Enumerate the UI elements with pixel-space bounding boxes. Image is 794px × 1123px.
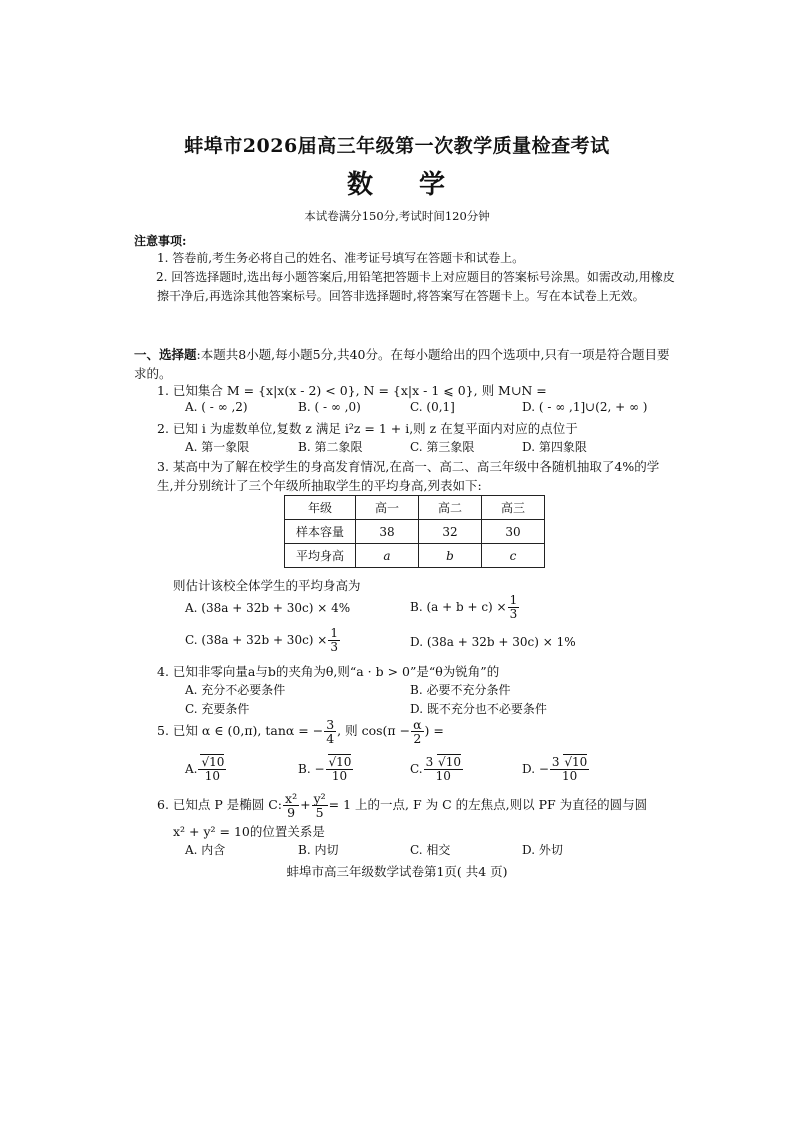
q4-option-c: C. 充要条件: [185, 702, 250, 716]
note-item-2-text: 2. 回答选择题时,选出每小题答案后,用铅笔把答题卡上对应题目的答案标号涂黑。如需改动,用橡皮擦干净后,再选涂其他答案标号。回答非选择题时,将答案写在答题卡上。写在本试卷上无效。: [156, 270, 675, 303]
q5-option-b-label: B. −: [298, 762, 325, 776]
q4-option-a: A. 充分不必要条件: [185, 683, 286, 697]
q6-option-d: D. 外切: [522, 843, 563, 857]
q5-option-c: [410, 756, 464, 783]
fraction: [198, 756, 226, 783]
q5-option-d: [522, 756, 590, 783]
fraction-denominator: 10: [435, 769, 451, 783]
q2-option-a: A. 第一象限: [185, 440, 250, 454]
table-cell: 38: [356, 520, 419, 544]
q6-option-b: B. 内切: [298, 843, 339, 857]
table-row: [285, 520, 545, 544]
section-1-heading: 一、选择题: [134, 347, 197, 362]
table-cell: 平均身高: [285, 544, 356, 568]
fraction-denominator: 2: [413, 731, 422, 746]
fraction-numerator: y²: [313, 791, 326, 806]
note-item-2: [157, 268, 677, 306]
q1-option-b: B. ( - ∞ ,0): [298, 400, 361, 414]
fraction-numerator: [198, 756, 226, 770]
q5-stem-b: , 则 cos(π −: [337, 723, 411, 738]
fraction-numerator: [424, 756, 463, 770]
fraction: [550, 756, 589, 783]
fraction-denominator: 10: [331, 769, 348, 783]
q4-option-d: D. 既不充分也不必要条件: [410, 702, 547, 716]
q5-option-c-label: C.: [410, 762, 423, 776]
q5-stem-a: 5. 已知 α ∈ (0,π), tanα = −: [157, 723, 324, 738]
sqrt-10: √10: [438, 755, 461, 769]
q3-option-a: A. (38a + 32b + 30c) × 4%: [185, 601, 351, 615]
exam-info: 本试卷满分150分,考试时间120分钟: [304, 209, 490, 223]
question-5-stem: [157, 718, 444, 745]
coefficient-3: 3: [425, 755, 434, 769]
note-item-1: 1. 答卷前,考生务必将自己的姓名、准考证号填写在答题卡和试卷上。: [157, 251, 525, 265]
question-3-prompt: 则估计该校全体学生的平均身高为: [173, 578, 361, 593]
fraction-numerator: 1: [330, 626, 338, 640]
q5-stem-c: ) =: [424, 723, 444, 738]
q1-option-d: D. ( - ∞ ,1]∪(2, + ∞ ): [522, 400, 648, 414]
q5-option-d-label: D. −: [522, 762, 549, 776]
fraction-numerator: x²: [285, 791, 298, 806]
table-cell: a: [356, 544, 419, 568]
fraction-denominator: 5: [315, 805, 324, 820]
fraction-numerator: [326, 756, 354, 770]
q4-option-b: B. 必要不充分条件: [410, 683, 511, 697]
table-row: [285, 544, 545, 568]
q6-option-c: C. 相交: [410, 843, 451, 857]
subject-char-1: 数: [346, 170, 375, 200]
table-header-row: [285, 496, 545, 520]
table-cell: 样本容量: [285, 520, 356, 544]
table-header-cell: 高一: [356, 496, 419, 520]
subject-char-2: 学: [419, 170, 448, 200]
table-header-cell: 高三: [482, 496, 545, 520]
fraction: [326, 756, 354, 783]
q3-option-b-text: B. (a + b + c) ×: [410, 600, 507, 614]
table-cell: 30: [482, 520, 545, 544]
fraction-denominator: 10: [561, 769, 578, 783]
q3-option-d: D. (38a + 32b + 30c) × 1%: [410, 635, 576, 649]
table-header-cell: 年级: [285, 496, 356, 520]
plus-sign: +: [300, 797, 311, 812]
table-cell: c: [482, 544, 545, 568]
question-1-stem: 1. 已知集合 M = {x|x(x - 2) < 0}, N = {x|x - 1 ⩽ 0}, 则 M∪N =: [157, 383, 547, 398]
section-1-desc: :本题共8小题,每小题5分,共40分。在每小题给出的四个选项中,只有一项是符合题目要求的。: [134, 347, 670, 381]
question-6-stem-2: x² + y² = 10的位置关系是: [173, 824, 325, 839]
question-6-stem: [157, 792, 647, 819]
fraction-numerator: 1: [509, 593, 518, 607]
q3-option-c-text: C. (38a + 32b + 30c) ×: [185, 633, 328, 647]
q6-stem-a: 6. 已知点 P 是椭圆 C:: [157, 797, 283, 812]
q3-option-c: [185, 627, 341, 654]
fraction-numerator: [550, 756, 589, 770]
exam-title: 蚌埠市2026届高三年级第一次教学质量检查考试: [184, 135, 610, 157]
fraction: [424, 756, 463, 783]
table-header-cell: 高二: [419, 496, 482, 520]
q5-option-a: [185, 756, 227, 783]
height-table: [284, 495, 545, 568]
fraction-numerator: α: [413, 717, 422, 732]
fraction-numerator: 3: [326, 717, 335, 732]
coefficient-3: 3: [551, 755, 560, 769]
fraction-denominator: 10: [204, 769, 221, 783]
fraction: [324, 718, 336, 745]
fraction: [312, 792, 328, 819]
notes-heading: 注意事项:: [134, 234, 187, 248]
q5-option-b: [298, 756, 354, 783]
subject-title: [0, 164, 794, 201]
sqrt-10: √10: [564, 755, 588, 769]
q2-option-c: C. 第三象限: [410, 440, 475, 454]
fraction-denominator: 9: [287, 805, 296, 820]
sqrt-10: √10: [328, 755, 352, 769]
fraction-denominator: 3: [330, 640, 338, 654]
question-4-stem: 4. 已知非零向量a与b的夹角为θ,则“a · b > 0”是“θ为锐角”的: [157, 664, 500, 679]
q1-option-a: A. ( - ∞ ,2): [185, 400, 248, 414]
fraction-denominator: 4: [326, 731, 335, 746]
q1-option-c: C. (0,1]: [410, 400, 455, 414]
q5-option-a-label: A.: [185, 762, 198, 776]
q6-option-a: A. 内含: [185, 843, 226, 857]
question-3-stem: 3. 某高中为了解在校学生的身高发育情况,在高一、高二、高三年级中各随机抽取了4%的学生,并分别统计了三个年级所抽取学生的平均身高,列表如下:: [157, 459, 660, 493]
fraction-denominator: 3: [509, 607, 518, 621]
q2-option-b: B. 第二象限: [298, 440, 363, 454]
q3-option-b: [410, 594, 520, 621]
fraction: [508, 594, 520, 621]
sqrt-10: √10: [201, 755, 225, 769]
table-cell: 32: [419, 520, 482, 544]
q6-stem-b: = 1 上的一点, F 为 C 的左焦点,则以 PF 为直径的圆与圆: [328, 797, 648, 812]
q2-option-d: D. 第四象限: [522, 440, 587, 454]
table-cell: b: [419, 544, 482, 568]
page-footer: 蚌埠市高三年级数学试卷第1页( 共4 页): [286, 864, 508, 879]
fraction: [328, 627, 340, 654]
section-1-header: [134, 345, 674, 383]
question-2-stem: 2. 已知 i 为虚数单位,复数 z 满足 i²z = 1 + i,则 z 在复平面内对应的点位于: [157, 421, 578, 436]
fraction: [411, 718, 423, 745]
fraction: [283, 792, 299, 819]
